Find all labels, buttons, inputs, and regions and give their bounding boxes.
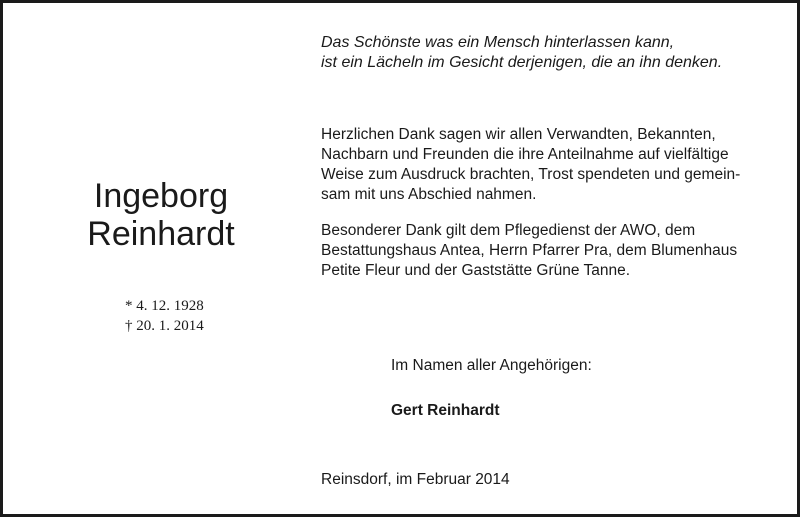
text-line: Bestattungshaus Antea, Herrn Pfarrer Pra, dem Blumenhaus bbox=[321, 242, 738, 259]
place-and-date: Reinsdorf, im Februar 2014 bbox=[321, 471, 510, 488]
text-line: Herzlichen Dank sagen wir allen Verwandten, Bekannten, bbox=[321, 126, 716, 143]
first-name: Ingeborg bbox=[93, 177, 229, 215]
text-line: Weise zum Ausdruck brachten, Trost spendeten und gemein- bbox=[321, 166, 741, 183]
life-dates bbox=[125, 296, 204, 336]
signer-name: Gert Reinhardt bbox=[391, 402, 500, 419]
memorial-quote bbox=[321, 33, 781, 73]
death-date: † 20. 1. 2014 bbox=[125, 318, 204, 334]
special-thanks-paragraph bbox=[321, 221, 781, 281]
text-line: Besonderer Dank gilt dem Pflegedienst der AWO, dem bbox=[321, 222, 696, 239]
thanks-paragraph bbox=[321, 125, 781, 205]
deceased-name bbox=[3, 177, 319, 253]
quote-line: Das Schönste was ein Mensch hinterlassen kann, bbox=[321, 34, 675, 51]
birth-date: * 4. 12. 1928 bbox=[125, 298, 204, 314]
text-line: sam mit uns Abschied nahmen. bbox=[321, 186, 537, 203]
on-behalf-line: Im Namen aller Angehörigen: bbox=[391, 357, 592, 374]
text-line: Nachbarn und Freunden die ihre Anteilnahme auf vielfältige bbox=[321, 146, 729, 163]
last-name: Reinhardt bbox=[87, 215, 235, 253]
text-line: Petite Fleur und der Gaststätte Grüne Tanne. bbox=[321, 262, 631, 279]
quote-line: ist ein Lächeln im Gesicht derjenigen, die an ihn denken. bbox=[321, 54, 723, 71]
